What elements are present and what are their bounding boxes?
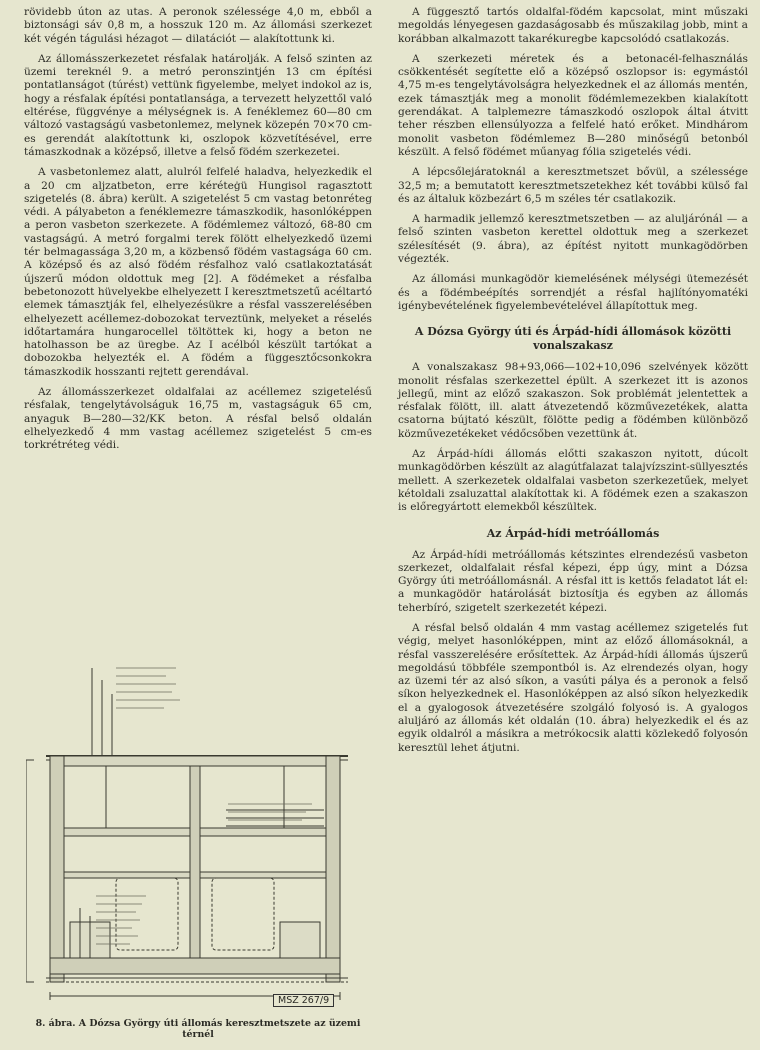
figure-caption: 8. ábra. A Dózsa György úti állomás keresztmetszete az üzemi térnél — [35, 1018, 361, 1040]
paragraph: Az állomásszerkezetet résfalak határolják. A felső szinten az üzemi tereknél 9. a metró peronszintjén 13 cm építési pontatlanságot (túrést) vettünk figyelembe, melyet indokol az is, hogy a résfalak építési pontatlansága, a tervezett helyzettől való eltérése, függvénye a mélységnek is. A fenéklemez 60—80 cm változó vastagságú vasbetonlemez, melynek közepén 70×70 cm-es gerendát alakítottunk ki, oszlopok közvetítésével, erre támaszkodnak a középső, illetve a felső födém szerkezetei. — [24, 52, 372, 158]
paragraph: A szerkezeti méretek és a betonacél-felhasználás csökkentését segítette elő a középső oszlopsor is: egymástól 4,75 m-es tengelytávolságra helyezkednek el az állomás mentén, ezek támasztják meg a monolit födémlemezekben kialakított gerendákat. A talplemezre támaszkodó oszlopok által átvitt teher részben ellensúlyozza a felfelé ható erőket. Mindhárom monolit vasbeton födémlemez B—280 minőségű betonból készült. A felső födémet műanyag fólia szigetelés védi. — [398, 52, 748, 158]
cross-section-drawing — [26, 660, 368, 1016]
right-column — [398, 6, 748, 762]
paragraph: Az Árpád-hídi metróállomás kétszintes elrendezésű vasbeton szerkezet, oldalfalait résfal képezi, épp úgy, mint a Dózsa György úti metróállomásnál. A résfal itt is kettős feladatot lát el: a munkagödör határolását biztosítja és egyben az állomás teherbíró, szigetelt szerkezetét képezi. — [398, 548, 748, 614]
paragraph: Az állomásszerkezet oldalfalai az acéllemez szigetelésű résfalak, tengelytávolságuk 16,75 m, vastagságuk 65 cm, anyaguk B—280—32/KK beton. A résfal belső oldalán elhelyezkedő 4 mm vastag acéllemez szigetelést 5 cm-es torkrétréteg védi. — [24, 386, 372, 452]
section-heading: A Dózsa György úti és Árpád-hídi állomások közötti vonalszakasz — [414, 325, 732, 353]
paragraph: A lépcsőlejáratoknál a keresztmetszet bővül, a szélessége 32,5 m; a bemutatott keresztmetszetekhez két további külső fal és az általuk közbezárt 6,5 m széles tér csatlakozik. — [398, 166, 748, 205]
paragraph: A függesztő tartós oldalfal-födém kapcsolat, mint műszaki megoldás lényegesen gazdaságosabb és műszakilag jobb, mint a korábban alkalmazott takarékuregbe kapcsolódó csatlakozás. — [398, 6, 748, 45]
paragraph: A résfal belső oldalán 4 mm vastag acéllemez szigetelés fut végig, melyet hasonlóképpen, mint az előző állomásoknál, a résfal vasszerelésére erősítettek. Az Árpád-hídi állomás újszerű megoldású többféle szempontból is. Az elrendezés olyan, hogy az üzemi tér az alsó síkon, a vasúti pálya és a peronok a felső síkon helyezkednek el. Hasonlóképpen az alsó síkon helyezkedik el a gyalogosok átvezetésére szolgáló folyosó is. A gyalogos aluljáró az állomás két oldalán (10. ábra) helyezkedik el és az egyik oldalról a másikra a metrókocsik alatti közlekedő folyosón keresztül lehet átjutni. — [398, 621, 748, 754]
paragraph: Az Árpád-hídi állomás előtti szakaszon nyitott, dúcolt munkagödörben készült az alagútfalazat talajvízszint-süllyesztés mellett. A szerkezetek oldalfalai vasbeton szerkezetűek, melyet kétoldali zsaluzattal alakítottak ki. A födémek ezen a szakaszon is előregyártott elemekből készültek. — [398, 448, 748, 514]
paragraph: A vonalszakasz 98+93,066—102+10,096 szelvények között monolit résfalas szerkezettel épült. A szerkezet itt is azonos jellegű, mint az előző szakaszon. Sok problémát jelentettek a résfalak fölött, ill. alatt átvezetendő közművezetékek, alatta csatorna bújtató készült, fölötte pedig a födémben különböző közművezetékeket védőcsőben vezettünk át. — [398, 361, 748, 440]
paragraph: A vasbetonlemez alatt, alulról felfelé haladva, helyezkedik el a 20 cm aljzatbeton, erre kéréteġü Hungisol ragasztott szigetelés (8. ábra) került. A szigetelést 5 cm vastag betonréteg védi. A pályabeton a fenéklemezre támaszkodik, hasonlóképpen a peron vasbeton szerkezete. A födémlemez változó, 68-80 cm vastagságú. A metró forgalmi terek fölött elhelyezkedő üzemi tér belmagassága 3,20 m, a közbenső födém vastagsága 60 cm. A középső és az alsó födém résfalhoz való csatlakoztatását újszerű módon oldottuk meg [2]. A födémeket a résfalba bebetonozott hüvelyekbe elhelyezett I keresztmetszetű acéltartó elemek támasztják fel, elhelyezésükre a résfal vasszerelésében elhelyezett acéllemez-dobozokat terveztünk, melyeket a réselés időtartamára hungarocellel töltöttek ki, hogy a beton ne hatolhasson be az üregbe. Az I acélból készült tartókat a dobozokba helyezték el. A födém a függesztőcsonkokra támaszkodik hosszanti rejtett gerendával. — [24, 166, 372, 378]
paragraph: rövidebb úton az utas. A peronok szélessége 4,0 m, ebből a biztonsági sáv 0,8 m, a hosszuk 120 m. Az állomási szerkezet két végén tágulási hézagot — dilatációt — alakítottunk ki. — [24, 6, 372, 45]
paragraph: A harmadik jellemző keresztmetszetben — az aluljárónál — a felső szinten vasbeton kerettel oldottuk meg a szerkezet szélesítését (9. ábra), az építést nyitott munkagödörben végezték. — [398, 213, 748, 266]
left-column — [24, 6, 372, 460]
section-heading: Az Árpád-hídi metróállomás — [486, 526, 660, 540]
cross-section-figure — [26, 660, 368, 1016]
paragraph: Az állomási munkagödör kiemelésének mélységi ütemezését és a födémbeépítés sorrendjét a résfal hajlítónyomatéki igénybevételének figyelembevételével állapítottuk meg. — [398, 273, 748, 312]
figure-code: MSZ 267/9 — [273, 994, 334, 1007]
